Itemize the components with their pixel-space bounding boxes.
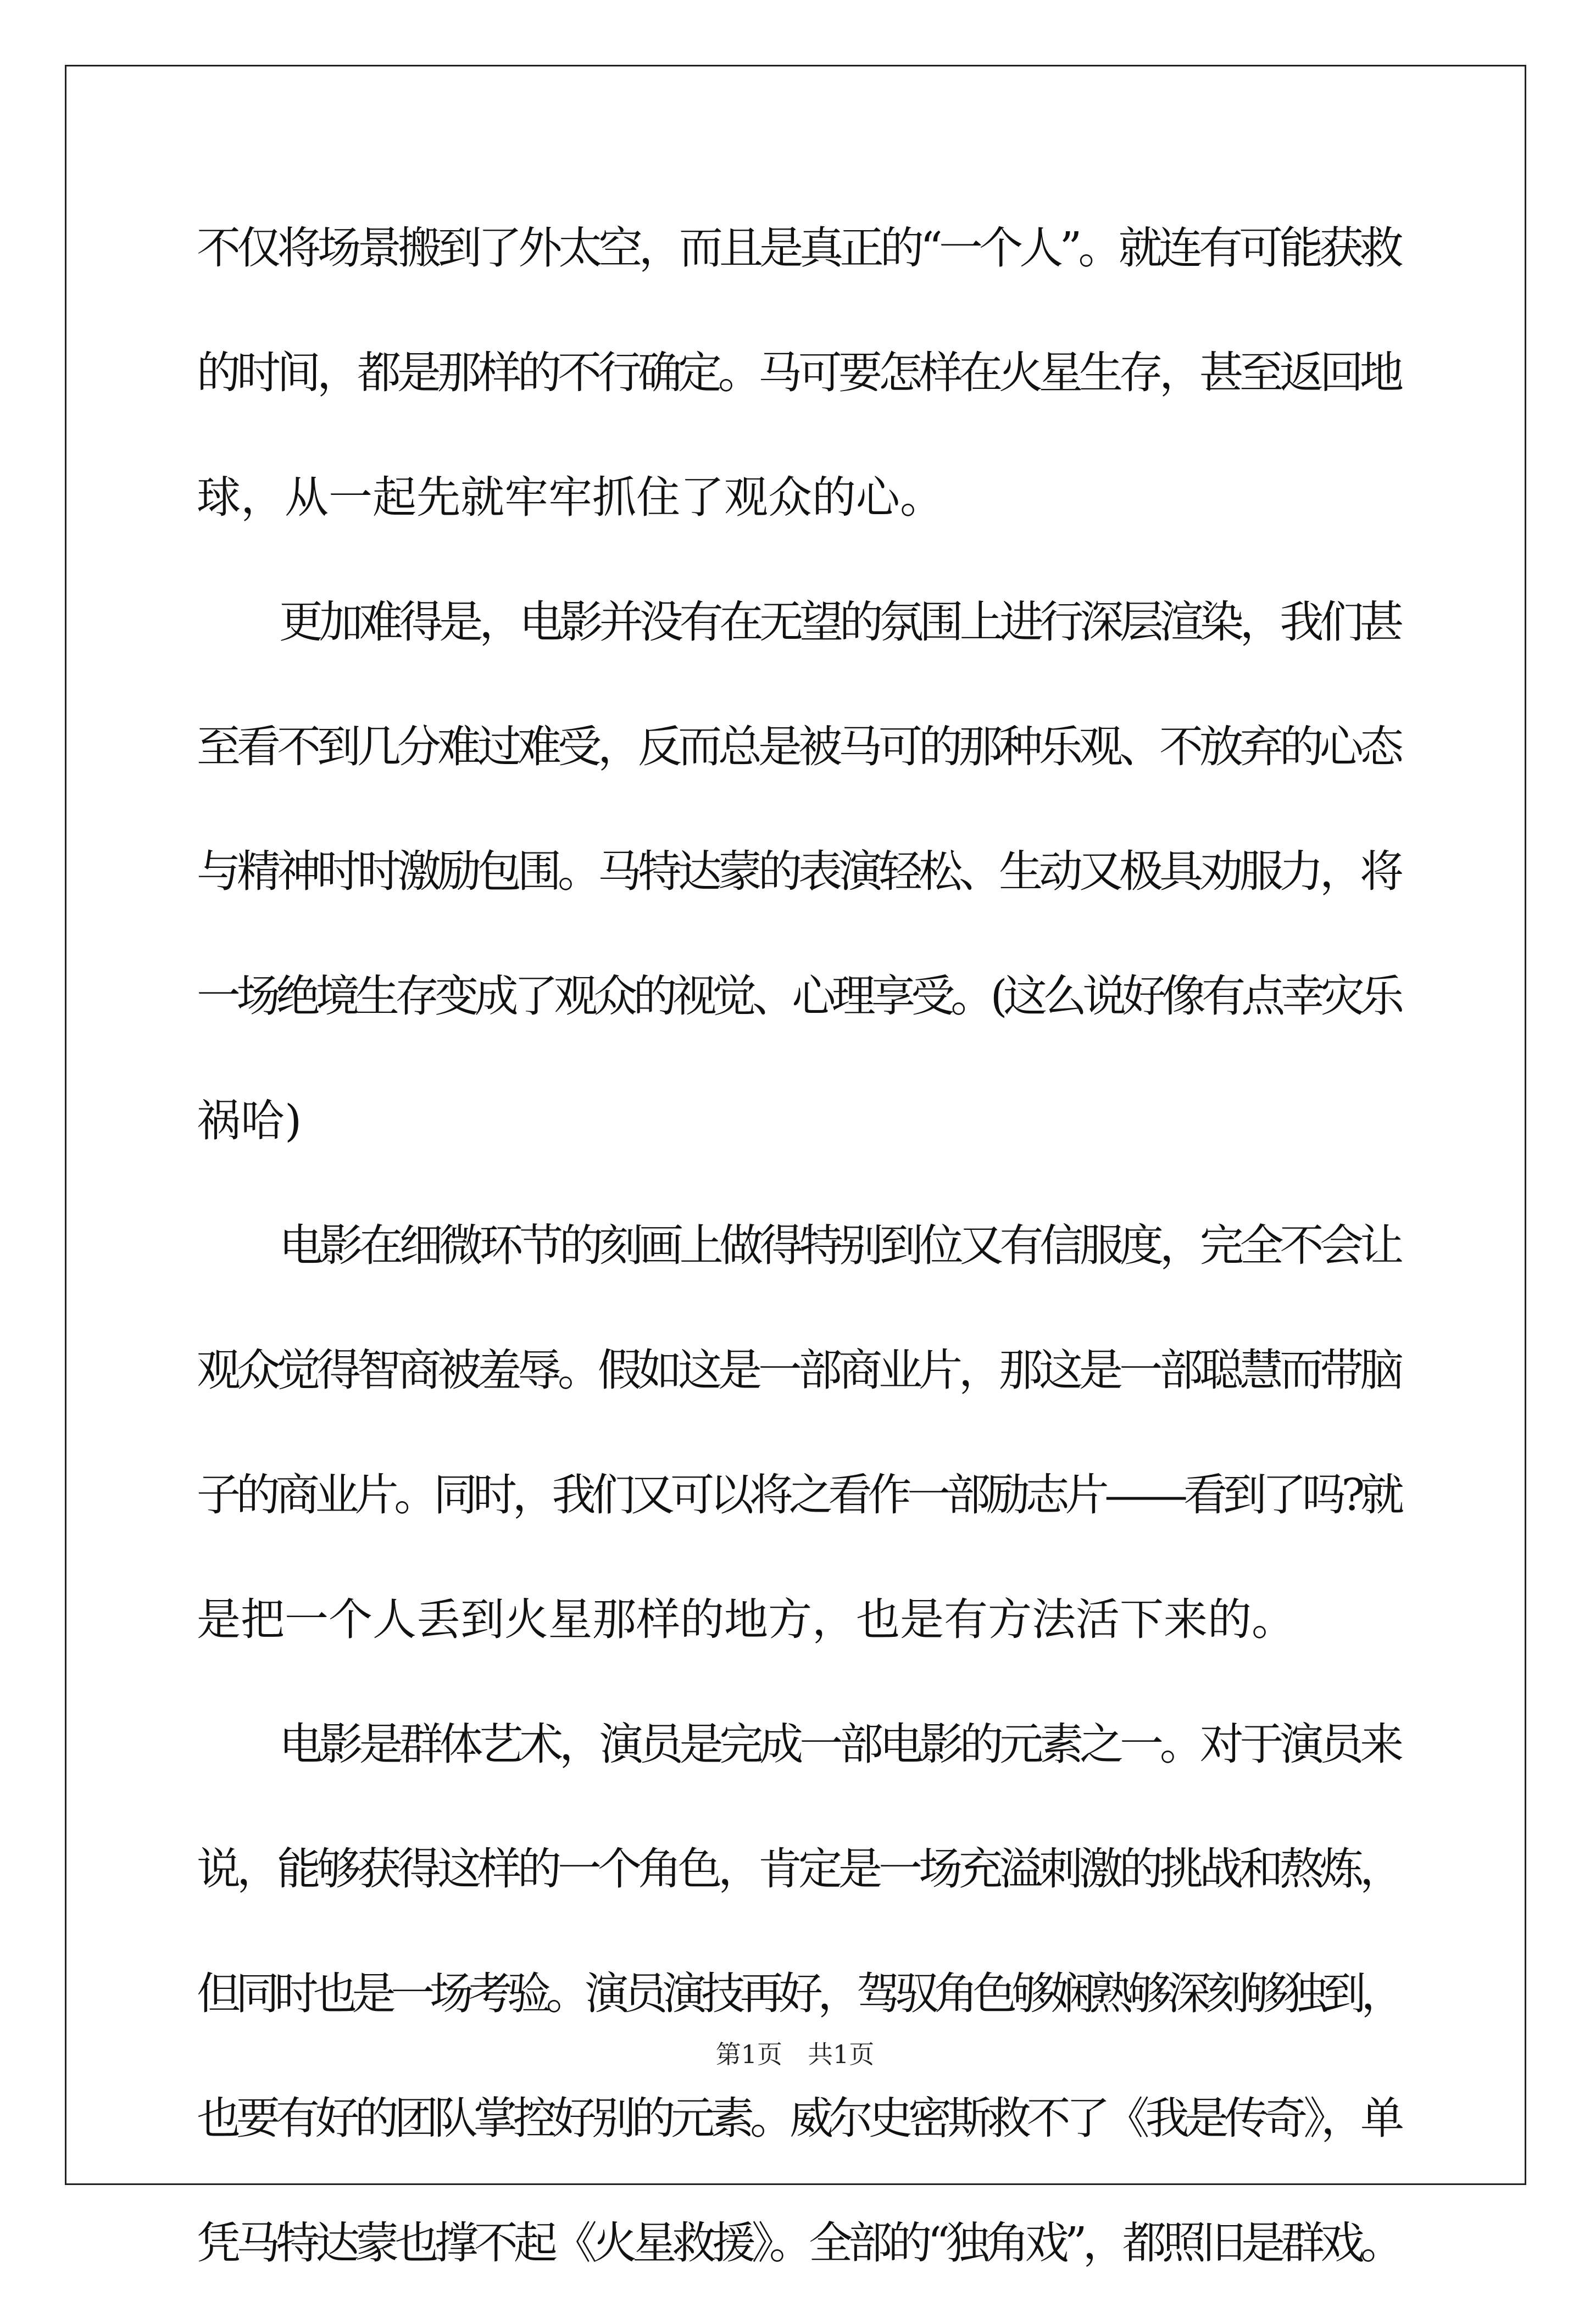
text-line: 也要有好的团队掌控好别的元素。威尔史密斯救不了《我是传奇》，单 — [197, 2093, 1400, 2144]
text-line: 凭马特达蒙也撑不起《火星救援》。全部的“独角戏”，都照旧是群戏。 — [197, 2217, 1400, 2269]
document-body — [197, 204, 1400, 2324]
text-line: 不仅将场景搬到了外太空，而且是真正的“一个人”。就连有可能获救 — [197, 222, 1400, 274]
text-line: 一场绝境生存变成了观众的视觉、心理享受。(这么说好像有点幸灾乐 — [197, 971, 1400, 1022]
text-line: 更加难得是，电影并没有在无望的氛围上进行深层渲染，我们甚 — [279, 597, 1400, 648]
text-line: 说，能够获得这样的一个角色，肯定是一场充溢刺激的挑战和熬炼， — [197, 1843, 1400, 1894]
text-line: 观众觉得智商被羞辱。假如这是一部商业片，那这是一部聪慧而带脑 — [197, 1345, 1400, 1396]
text-line: 电影在细微环节的刻画上做得特别到位又有信服度，完全不会让 — [279, 1220, 1400, 1271]
text-line: 是把一个人丢到火星那样的地方，也是有方法活下来的。 — [197, 1594, 1296, 1645]
text-line: 球，从一起先就牢牢抓住了观众的心。 — [197, 472, 944, 523]
text-line: 的时间，都是那样的不行确定。马可要怎样在火星生存，甚至返回地 — [197, 347, 1400, 398]
text-line: 子的商业片。同时，我们又可以将之看作一部励志片——看到了吗?就 — [197, 1469, 1400, 1520]
text-line: 与精神时时激励包围。马特达蒙的表演轻松、生动又极具劝服力，将 — [197, 846, 1400, 897]
page-number-footer: 第1页 共1页 — [715, 2039, 875, 2069]
text-line: 至看不到几分难过难受，反而总是被马可的那种乐观、不放弃的心态 — [197, 721, 1400, 772]
text-line: 祸哈) — [197, 1095, 302, 1146]
text-line: 电影是群体艺术，演员是完成一部电影的元素之一。对于演员来 — [279, 1719, 1400, 1770]
text-line: 但同时也是一场考验。演员演技再好，驾驭角色够娴熟够深刻够独到， — [197, 1968, 1400, 2019]
